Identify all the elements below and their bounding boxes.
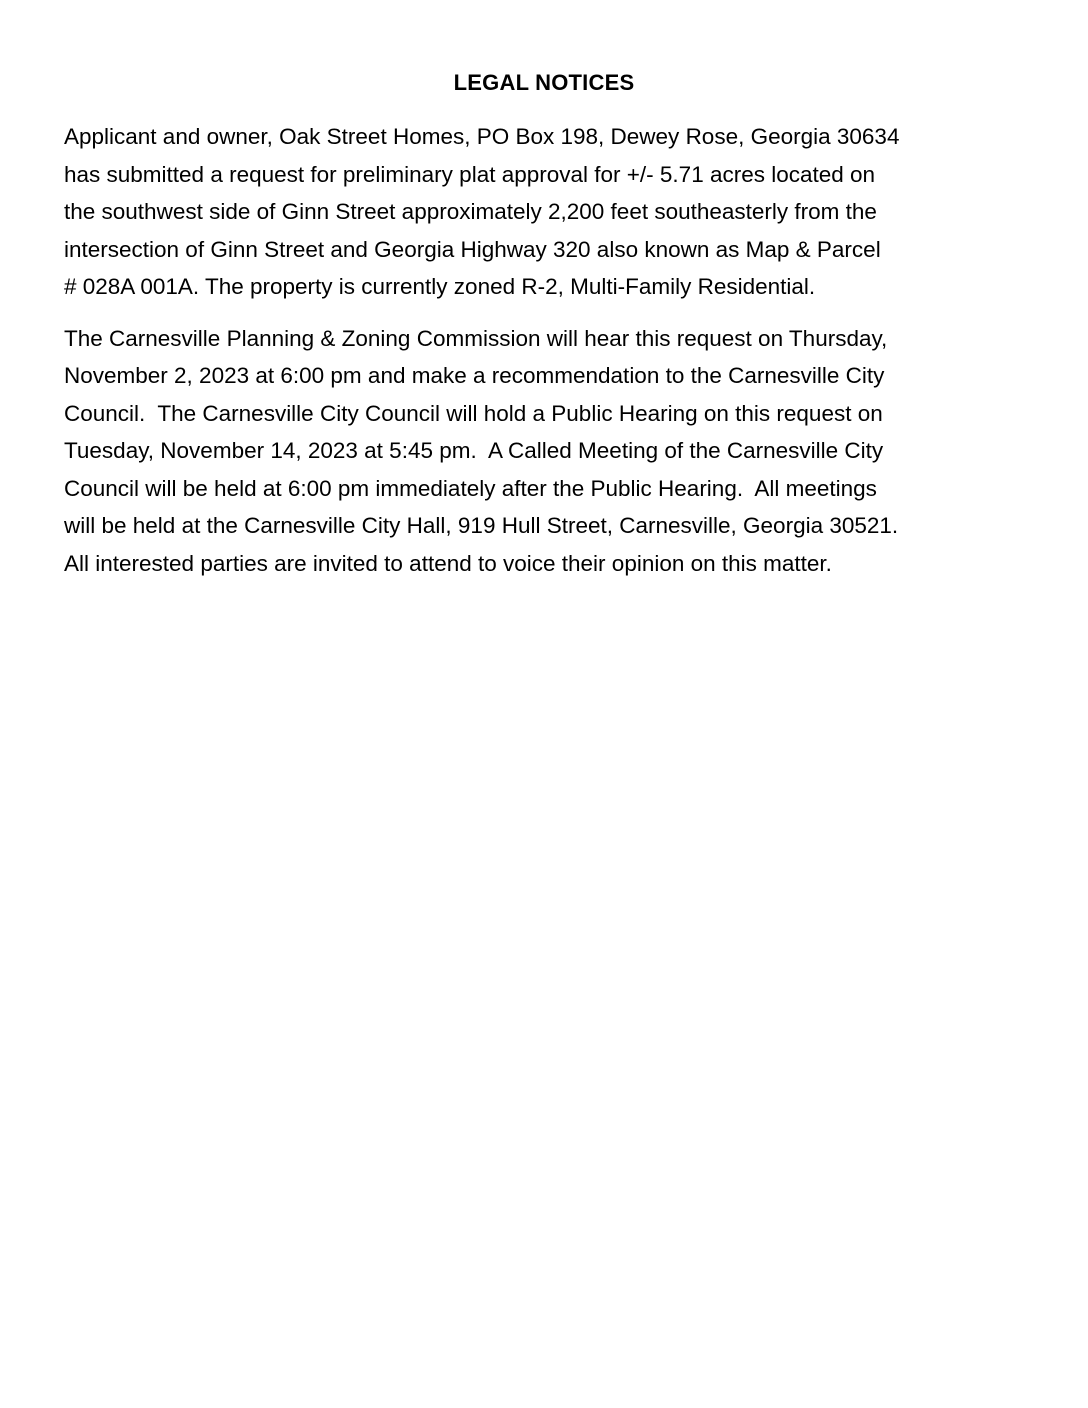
- notice-body: [64, 118, 1024, 596]
- text-line: Council. The Carnesville City Council will hold a Public Hearing on this request on: [64, 400, 883, 426]
- text-line: # 028A 001A. The property is currently zoned R-2, Multi-Family Residential.: [64, 274, 816, 299]
- text-line: intersection of Ginn Street and Georgia Highway 320 also known as Map & Parcel: [64, 236, 881, 262]
- text-line: All interested parties are invited to attend to voice their opinion on this matter.: [64, 550, 832, 576]
- text-line: Tuesday, November 14, 2023 at 5:45 pm. A Called Meeting of the Carnesville City: [64, 438, 884, 463]
- notice-paragraph-hearing: [64, 320, 1024, 583]
- text-line: will be held at the Carnesville City Hall, 919 Hull Street, Carnesville, Georgia 30521.: [64, 513, 899, 538]
- text-line: Council will be held at 6:00 pm immediately after the Public Hearing. All meetings: [64, 475, 877, 501]
- text-line: has submitted a request for preliminary plat approval for +/- 5.71 acres located on: [64, 161, 876, 187]
- text-line: the southwest side of Ginn Street approximately 2,200 feet southeasterly from the: [64, 199, 877, 224]
- notice-paragraph-application: [64, 118, 1024, 306]
- text-line: November 2, 2023 at 6:00 pm and make a recommendation to the Carnesville City: [64, 363, 885, 388]
- text-line: Applicant and owner, Oak Street Homes, PO Box 198, Dewey Rose, Georgia 30634: [64, 124, 900, 149]
- page-title: LEGAL NOTICES: [453, 70, 635, 95]
- text-line: The Carnesville Planning & Zoning Commission will hear this request on Thursday,: [64, 325, 888, 351]
